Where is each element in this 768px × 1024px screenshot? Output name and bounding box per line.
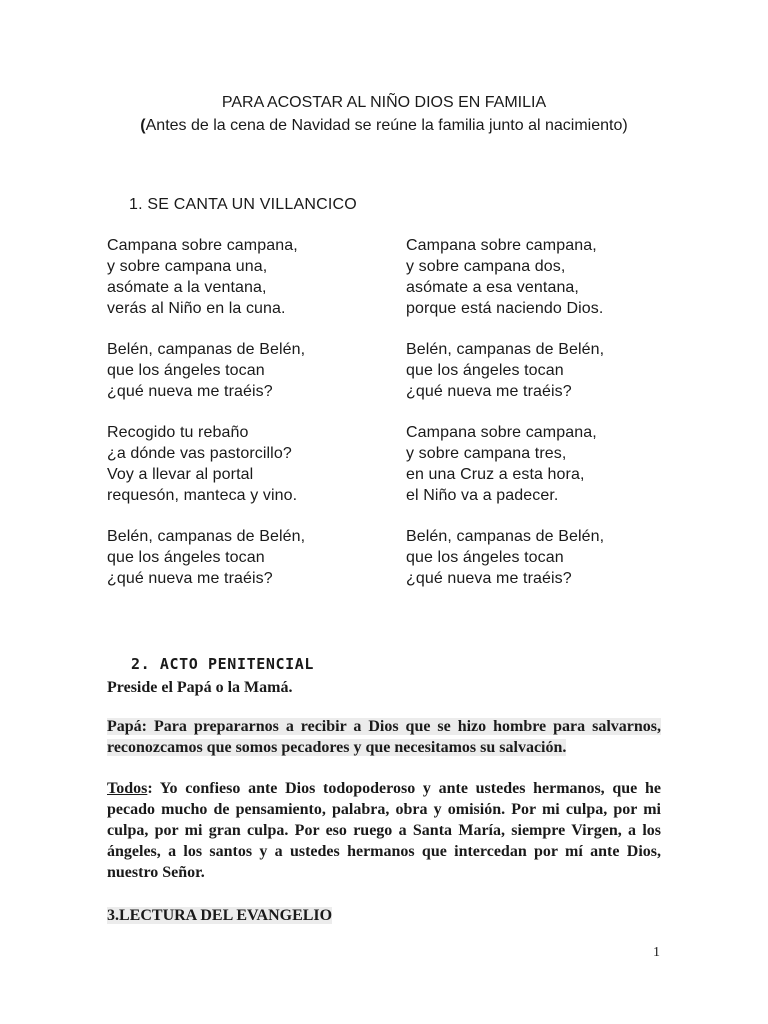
page-number: 1 xyxy=(653,945,660,960)
verse-line: el Niño va a padecer. xyxy=(406,487,559,504)
verse-line: Campana sobre campana, xyxy=(406,237,597,254)
verse-line: que los ángeles tocan xyxy=(107,549,265,566)
verse-line: que los ángeles tocan xyxy=(406,362,564,379)
song-column-left xyxy=(107,235,387,609)
verse-line: requesón, manteca y vino. xyxy=(107,487,298,504)
verse-line: ¿qué nueva me traéis? xyxy=(406,383,572,400)
verse-line: y sobre campana dos, xyxy=(406,258,566,275)
verse-line: Voy a llevar al portal xyxy=(107,466,254,483)
verse-line: asómate a la ventana, xyxy=(107,279,267,296)
verse-line: Campana sobre campana, xyxy=(107,237,298,254)
section-heading-lectura xyxy=(107,905,332,926)
stanza xyxy=(107,235,387,319)
page-title: PARA ACOSTAR AL NIÑO DIOS EN FAMILIA xyxy=(221,94,547,111)
section-heading-villancico: 1. SE CANTA UN VILLANCICO xyxy=(129,196,357,213)
verse-line: Belén, campanas de Belén, xyxy=(107,341,306,358)
verse-line: y sobre campana una, xyxy=(107,258,268,275)
song-column-right xyxy=(406,235,706,609)
todos-paragraph xyxy=(107,778,661,883)
section-heading-lectura-text: 3.LECTURA DEL EVANGELIO xyxy=(107,907,333,924)
verse-line: Belén, campanas de Belén, xyxy=(406,341,605,358)
preside-note: Preside el Papá o la Mamá. xyxy=(107,679,293,696)
stanza xyxy=(406,235,706,319)
todos-label: Todos xyxy=(107,780,148,797)
stanza xyxy=(107,339,387,402)
verse-line: Belén, campanas de Belén, xyxy=(107,528,306,545)
verse-line: asómate a esa ventana, xyxy=(406,279,579,296)
verse-line: ¿qué nueva me traéis? xyxy=(107,570,273,587)
papa-text: Papá: Para prepararnos a recibir a Dios que se hizo hombre para salvarnos, reconozcamos que somos pecadores y que necesitamos su salvación. xyxy=(107,718,661,756)
verse-line: verás al Niño en la cuna. xyxy=(107,300,286,317)
stanza xyxy=(406,422,706,506)
stanza xyxy=(107,526,387,589)
verse-line: que los ángeles tocan xyxy=(406,549,564,566)
verse-line: ¿qué nueva me traéis? xyxy=(406,570,572,587)
todos-text: : Yo confieso ante Dios todopoderoso y ante ustedes hermanos, que he pecado mucho de pensamiento, palabra, obra y omisión. Por mi culpa, por mi culpa, por mi gran culpa. Por eso ruego a Santa María, siempre Virgen, a los ángeles, a los santos y a ustedes hermanos que intercedan por mí ante Dios, nuestro Señor. xyxy=(107,780,661,881)
verse-line: Belén, campanas de Belén, xyxy=(406,528,605,545)
stanza xyxy=(406,526,706,589)
page-subtitle xyxy=(0,115,768,137)
verse-line: ¿a dónde vas pastorcillo? xyxy=(107,445,292,462)
verse-line: y sobre campana tres, xyxy=(406,445,567,462)
verse-line: porque está naciendo Dios. xyxy=(406,300,604,317)
stanza xyxy=(107,422,387,506)
papa-paragraph xyxy=(107,716,661,758)
subtitle-open-paren: ( xyxy=(140,117,146,134)
stanza xyxy=(406,339,706,402)
verse-line: Campana sobre campana, xyxy=(406,424,597,441)
section-heading-acto-penitencial: 2. ACTO PENITENCIAL xyxy=(131,655,314,673)
subtitle-text: Antes de la cena de Navidad se reúne la familia junto al nacimiento) xyxy=(145,117,628,134)
verse-line: en una Cruz a esta hora, xyxy=(406,466,585,483)
verse-line: ¿qué nueva me traéis? xyxy=(107,383,273,400)
verse-line: Recogido tu rebaño xyxy=(107,424,249,441)
verse-line: que los ángeles tocan xyxy=(107,362,265,379)
